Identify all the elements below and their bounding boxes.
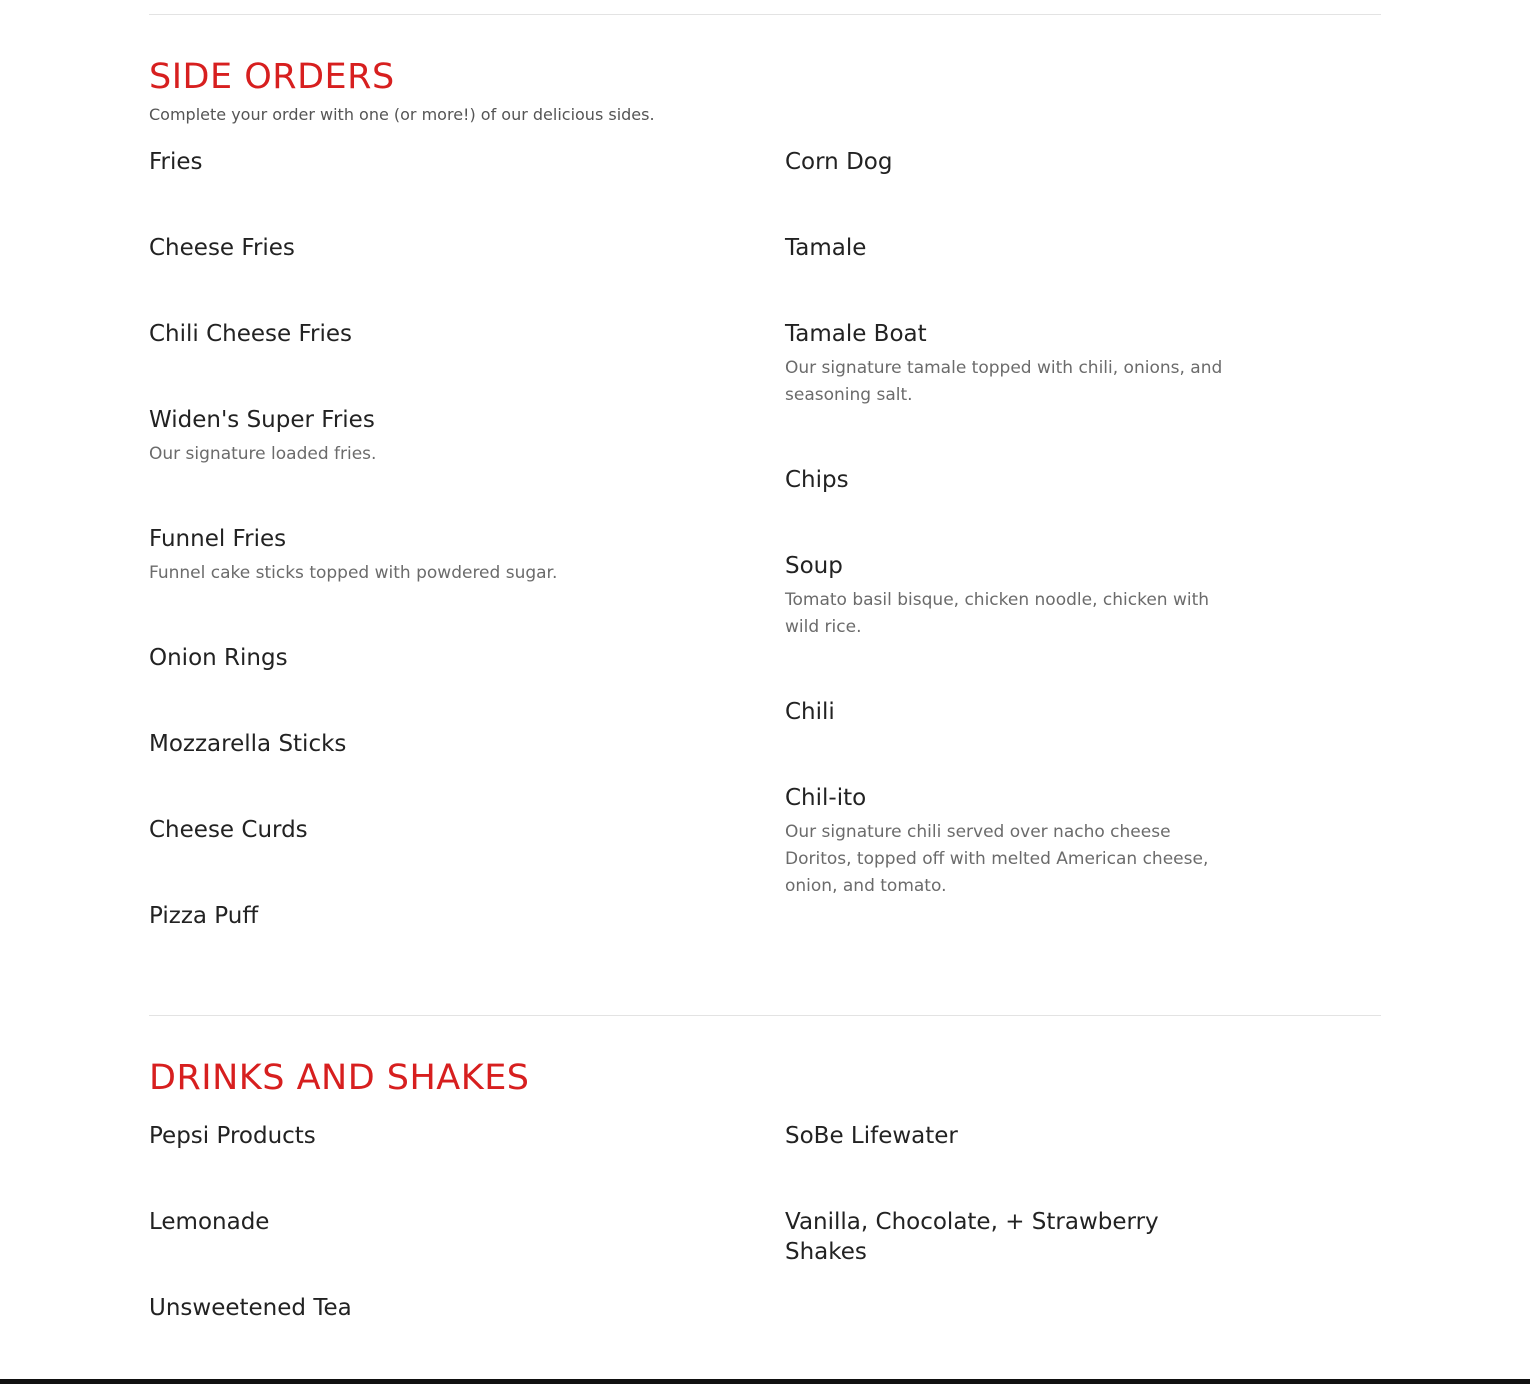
- menu-item-name: Widen's Super Fries: [149, 407, 375, 433]
- menu-item-name: Vanilla, Chocolate, + Strawberry Shakes: [785, 1209, 1159, 1265]
- menu-item-name: Cheese Fries: [149, 235, 295, 261]
- menu-item: [785, 319, 1225, 409]
- menu-item: [149, 233, 589, 263]
- menu-item: [149, 319, 589, 349]
- menu-item-name: Chips: [785, 467, 849, 493]
- menu-item: [785, 147, 1225, 177]
- section-title: SIDE ORDERS: [149, 57, 395, 97]
- side-orders-right-column: [785, 147, 1225, 956]
- menu-item-description: Our signature tamale topped with chili, onions, and seasoning salt.: [785, 358, 1223, 405]
- menu-item: [149, 1207, 589, 1237]
- menu-item-name: Funnel Fries: [149, 526, 287, 552]
- menu-item-name: Soup: [785, 553, 843, 579]
- menu-item-name: Tamale Boat: [785, 321, 927, 347]
- menu-item-description: Our signature loaded fries.: [149, 444, 377, 464]
- menu-item: [785, 1207, 1225, 1267]
- menu-item: [149, 147, 589, 177]
- drinks-left-column: [149, 1121, 589, 1379]
- menu-item-name: Fries: [149, 149, 203, 175]
- menu-item-name: Lemonade: [149, 1209, 270, 1235]
- menu-item-description: Tomato basil bisque, chicken noodle, chicken with wild rice.: [785, 590, 1210, 637]
- menu-item: [785, 697, 1225, 727]
- menu-item-name: Corn Dog: [785, 149, 893, 175]
- menu-item: [785, 465, 1225, 495]
- section-divider: [149, 1015, 1381, 1016]
- menu-item: [149, 901, 589, 931]
- menu-item-name: Chili Cheese Fries: [149, 321, 353, 347]
- menu-item: [149, 815, 589, 845]
- side-orders-section: [149, 56, 1381, 929]
- menu-item: [149, 1293, 589, 1323]
- menu-item: [785, 551, 1225, 641]
- menu-item-name: Chil-ito: [785, 785, 867, 811]
- menu-item-name: Mozzarella Sticks: [149, 731, 347, 757]
- menu-item-name: Unsweetened Tea: [149, 1295, 352, 1321]
- section-subtitle: Complete your order with one (or more!) of our delicious sides.: [149, 105, 655, 124]
- menu-item: [785, 233, 1225, 263]
- menu-item-name: Pizza Puff: [149, 903, 259, 929]
- drinks-section: [149, 1057, 1381, 1321]
- menu-item-description: Funnel cake sticks topped with powdered sugar.: [149, 563, 558, 583]
- menu-item-name: Chili: [785, 699, 835, 725]
- menu-item: [149, 1121, 589, 1151]
- section-title: DRINKS AND SHAKES: [149, 1058, 530, 1098]
- menu-item-name: Pepsi Products: [149, 1123, 316, 1149]
- top-divider: [149, 14, 1381, 15]
- menu-item-name: Tamale: [785, 235, 867, 261]
- menu-item: [149, 524, 589, 587]
- side-orders-left-column: [149, 147, 589, 987]
- menu-item: [785, 783, 1225, 900]
- menu-item: [785, 1121, 1225, 1151]
- drinks-right-column: [785, 1121, 1225, 1323]
- menu-item-name: Onion Rings: [149, 645, 288, 671]
- menu-item: [149, 729, 589, 759]
- menu-item-description: Our signature chili served over nacho cheese Doritos, topped off with melted American cheese, onion, and tomato.: [785, 822, 1209, 896]
- menu-item-name: SoBe Lifewater: [785, 1123, 958, 1149]
- menu-item: [149, 405, 589, 468]
- menu-item-name: Cheese Curds: [149, 817, 308, 843]
- page-bottom-bar: [0, 1379, 1530, 1384]
- menu-item: [149, 643, 589, 673]
